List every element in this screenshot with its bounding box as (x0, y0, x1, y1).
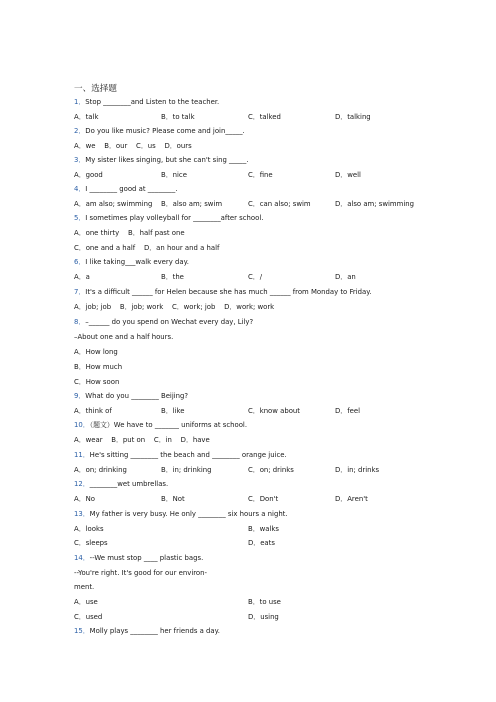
question-text: Stop ________and Listen to the teacher. (85, 98, 220, 106)
question-text: ________wet umbrellas. (89, 480, 169, 488)
question-6 (74, 258, 189, 267)
option-c[interactable]: C．Don't (248, 495, 279, 503)
option-c[interactable]: C．How soon (74, 378, 120, 386)
question-number: 7． (74, 288, 86, 296)
question-number: 1． (74, 98, 86, 106)
option-d[interactable]: D．talking (335, 113, 371, 121)
question-1 (74, 98, 219, 107)
dialogue-line-2: ment. (74, 583, 95, 591)
options-line[interactable]: A．job; job B．job; work C．work; job D．work; work (74, 303, 275, 311)
question-number: 13． (74, 510, 90, 518)
question-number: 10． (74, 421, 90, 429)
question-text: I like taking___walk every day. (85, 258, 189, 266)
section-title: 一、选择题 (74, 84, 117, 94)
option-a[interactable]: A．looks (74, 525, 104, 533)
question-number: 9． (74, 392, 86, 400)
question-number: 2． (74, 127, 86, 135)
option-c[interactable]: C．sleeps (74, 539, 108, 547)
question-number: 14． (74, 554, 90, 562)
question-5 (74, 214, 263, 223)
option-b[interactable]: B．Not (161, 495, 185, 503)
question-2 (74, 127, 245, 136)
option-c[interactable]: C．used (74, 613, 103, 621)
question-number: 11． (74, 451, 90, 459)
option-c[interactable]: C．talked (248, 113, 281, 121)
question-10 (74, 421, 247, 430)
option-c[interactable]: C．fine (248, 171, 273, 179)
question-13 (74, 510, 288, 519)
options-line[interactable]: A．we B．our C．us D．ours (74, 142, 192, 150)
option-b[interactable]: B．to talk (161, 113, 195, 121)
question-number: 12． (74, 480, 90, 488)
option-b[interactable]: B．How much (74, 363, 123, 371)
option-a[interactable]: A．am also; swimming (74, 200, 153, 208)
question-text: What do you ________ Beijing? (85, 392, 189, 400)
option-b[interactable]: B．to use (248, 598, 281, 606)
option-d[interactable]: D．using (248, 613, 279, 621)
option-a[interactable]: A．good (74, 171, 103, 179)
dialogue-line-1: --You're right. It's good for our environ- (74, 569, 208, 577)
option-d[interactable]: D．in; drinks (335, 466, 380, 474)
question-15 (74, 627, 220, 636)
question-8 (74, 318, 253, 327)
option-b[interactable]: B．also am; swim (161, 200, 223, 208)
question-12 (74, 480, 168, 489)
option-b[interactable]: B．the (161, 273, 184, 281)
option-c[interactable]: C．/ (248, 273, 263, 281)
question-text: My father is very busy. He only ________ six hours a night. (89, 510, 288, 518)
question-number: 5． (74, 214, 86, 222)
option-a[interactable]: A．talk (74, 113, 99, 121)
question-9 (74, 392, 188, 401)
option-d[interactable]: D．eats (248, 539, 275, 547)
options-line-2[interactable]: C．one and a half D．an hour and a half (74, 244, 220, 252)
question-number: 3． (74, 156, 86, 164)
question-text: Molly plays ________ her friends a day. (89, 627, 220, 635)
question-text: My sister likes singing, but she can't sing _____. (85, 156, 249, 164)
option-b[interactable]: B．in; drinking (161, 466, 212, 474)
question-7 (74, 288, 372, 297)
question-text: （题文）We have to _______ uniforms at school. (89, 421, 248, 429)
option-a[interactable]: A．think of (74, 407, 112, 415)
option-b[interactable]: B．like (161, 407, 185, 415)
question-14 (74, 554, 203, 563)
option-a[interactable]: A．use (74, 598, 98, 606)
question-number: 15． (74, 627, 90, 635)
option-b[interactable]: B．nice (161, 171, 187, 179)
option-c[interactable]: C．know about (248, 407, 300, 415)
option-c[interactable]: C．can also; swim (248, 200, 311, 208)
option-b[interactable]: B．walks (248, 525, 279, 533)
option-a[interactable]: A．How long (74, 348, 118, 356)
option-d[interactable]: D．also am; swimming (335, 200, 414, 208)
question-number: 4． (74, 185, 86, 193)
question-text: I ________ good at ________. (85, 185, 178, 193)
question-text: It's a difficult ______ for Helen because she has much ______ from Monday to Friday. (85, 288, 372, 296)
question-number: 8． (74, 318, 86, 326)
option-d[interactable]: D．an (335, 273, 356, 281)
question-text: Do you like music? Please come and join_____. (85, 127, 245, 135)
option-a[interactable]: A．on; drinking (74, 466, 127, 474)
option-c[interactable]: C．on; drinks (248, 466, 294, 474)
question-4 (74, 185, 178, 194)
option-d[interactable]: D．well (335, 171, 361, 179)
question-11 (74, 451, 287, 460)
dialogue-line: –About one and a half hours. (74, 333, 174, 341)
question-3 (74, 156, 248, 165)
option-a[interactable]: A．No (74, 495, 95, 503)
option-d[interactable]: D．Aren't (335, 495, 368, 503)
options-line-1[interactable]: A．one thirty B．half past one (74, 229, 185, 237)
question-text: I sometimes play volleyball for ________after school. (85, 214, 264, 222)
option-a[interactable]: A．a (74, 273, 90, 281)
options-line[interactable]: A．wear B．put on C．in D．have (74, 436, 210, 444)
option-d[interactable]: D．feel (335, 407, 361, 415)
question-text: –______ do you spend on Wechat every day, Lily? (85, 318, 254, 326)
question-text: --We must stop ____ plastic bags. (89, 554, 204, 562)
question-number: 6． (74, 258, 86, 266)
question-text: He's sitting ________ the beach and ________ orange juice. (89, 451, 287, 459)
